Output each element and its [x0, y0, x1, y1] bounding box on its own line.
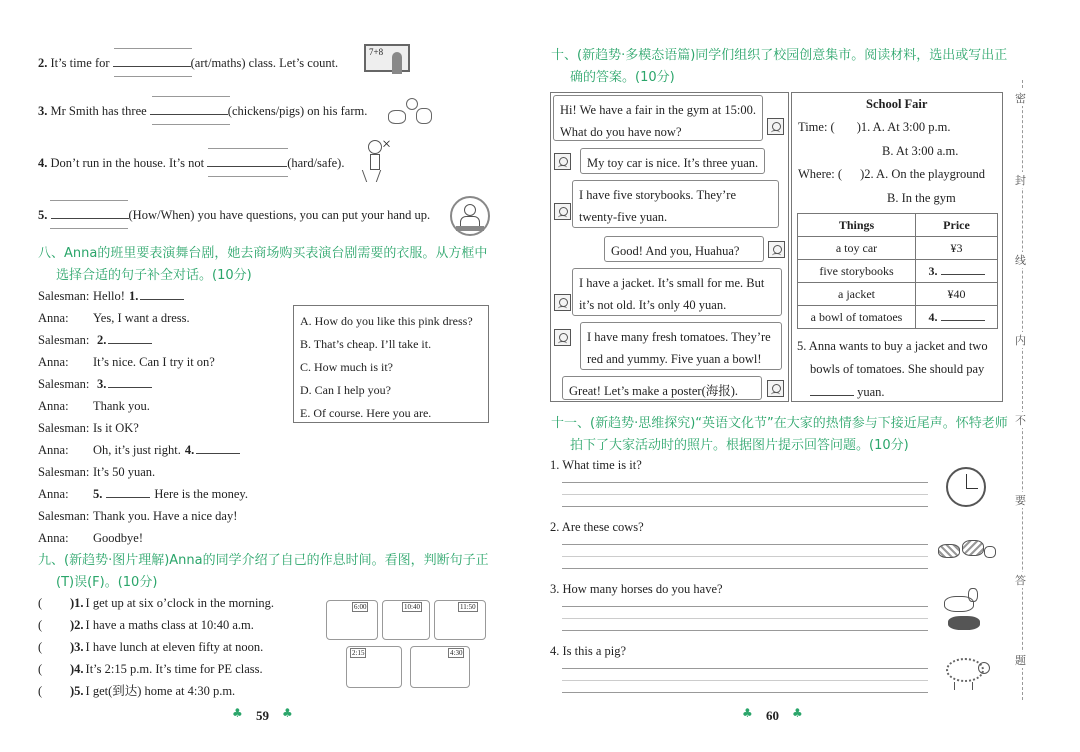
seal-line-char: 不	[1015, 414, 1026, 427]
answer-blank[interactable]	[113, 66, 191, 67]
speaker-label: Anna:	[38, 443, 69, 457]
clock-picture	[946, 467, 986, 507]
teacher-avatar-icon	[767, 118, 784, 135]
answer-paren[interactable]: (	[38, 596, 43, 610]
x-mark: ×	[382, 136, 392, 153]
seal-line-char: 封	[1015, 174, 1026, 187]
speaker-label: Salesman:	[38, 509, 90, 523]
daily-routine-picture	[326, 600, 486, 690]
item-text: I have a maths class at 10:40 a.m.	[85, 618, 254, 632]
q7-choice: (hard/safe).	[287, 156, 345, 170]
option-e: E. Of course. Here you are.	[300, 406, 432, 420]
chat-bubble-3: I have five storybooks. They’re twenty-five yuan.	[572, 180, 779, 228]
answer-blank[interactable]	[108, 387, 152, 388]
speaker-label: Anna:	[38, 531, 69, 545]
q7-post: on his farm.	[307, 104, 368, 118]
speaker-label: Anna:	[38, 487, 69, 501]
dialog-text: Here is the money.	[154, 487, 248, 501]
q7-post: you have questions, you can put your hand up.	[197, 208, 431, 222]
answer-paren[interactable]: (	[38, 684, 43, 698]
speaker-label: Anna:	[38, 311, 69, 325]
price-table-wrap	[797, 213, 998, 329]
item-number: )2.	[70, 618, 84, 632]
blackboard-text: 7+8	[369, 47, 384, 57]
q9-title-line1: 九、(新趋势·图片理解)Anna的同学介绍了自己的作息时间。看图，判断句子正	[38, 553, 489, 568]
q7-item-4	[38, 156, 378, 171]
table-cell: a jacket	[798, 283, 916, 306]
teacher-avatar-icon	[767, 380, 784, 397]
speaker-label: Anna:	[38, 355, 69, 369]
seal-line-char: 线	[1015, 254, 1026, 267]
q9-items	[38, 594, 328, 704]
fair-where-label: Where: ( )2. A. On the playground	[798, 167, 986, 181]
answer-line[interactable]	[562, 568, 928, 569]
item-number: )3.	[70, 640, 84, 654]
true-false-item	[38, 616, 328, 638]
fair-q2: )2. A. On the playground	[860, 167, 986, 181]
dialog-text: Yes, I want a dress.	[93, 311, 190, 325]
q7-item-2	[38, 56, 368, 71]
q9-title-line2: (T)误(F)。(10分)	[56, 575, 158, 590]
running-boy-picture	[360, 138, 400, 186]
blackboard-picture	[364, 44, 410, 78]
answer-line[interactable]	[562, 692, 928, 693]
q10-title-line1: 十、(新趋势·多模态语篇)同学们组织了校园创意集市。阅读材料，选出或写出正	[551, 48, 1008, 63]
answer-line[interactable]	[562, 482, 928, 483]
table-row	[798, 283, 998, 306]
q7-num: 2.	[38, 56, 48, 70]
q7-pre: Mr Smith has three	[50, 104, 147, 118]
blank-guide	[152, 96, 230, 97]
true-false-item	[38, 594, 328, 616]
q11-question-4: 4. Is this a pig?	[550, 644, 627, 658]
answer-line[interactable]	[562, 556, 928, 557]
item-text: I get up at six o’clock in the morning.	[85, 596, 275, 610]
answer-blank[interactable]	[140, 299, 184, 300]
table-header: Things	[798, 214, 916, 237]
cows-picture	[938, 536, 998, 562]
clock-label-4: 2:15	[352, 649, 365, 657]
blank-number: 5.	[93, 487, 103, 501]
fair-q1-b: B. At 3:00 a.m.	[882, 144, 959, 158]
fair-q5-line1: 5. Anna wants to buy a jacket and two	[797, 339, 988, 353]
table-row	[798, 306, 998, 329]
true-false-item	[38, 638, 328, 660]
dialog-text: Goodbye!	[93, 531, 143, 545]
teacher-avatar-icon	[768, 241, 785, 258]
q7-choice: (chickens/pigs)	[227, 104, 305, 118]
answer-blank[interactable]	[941, 320, 985, 321]
q8-title-line2: 选择合适的句子补全对话。(10分)	[56, 268, 252, 283]
dialog-line	[38, 287, 298, 309]
seal-line-char: 要	[1015, 494, 1026, 507]
sheep-picture	[944, 652, 992, 690]
q10-title-line2: 确的答案。(10分)	[570, 70, 675, 85]
table-cell: a bowl of tomatoes	[798, 306, 916, 329]
speaker-label: Salesman:	[38, 421, 90, 435]
q8-dialog	[38, 287, 298, 551]
q7-num: 3.	[38, 104, 48, 118]
dialog-text: It’s nice. Can I try it on?	[93, 355, 215, 369]
speaker-label: Anna:	[38, 399, 69, 413]
fair-q5-line3: yuan.	[810, 385, 885, 400]
answer-line[interactable]	[562, 668, 928, 669]
table-cell: 3.	[916, 260, 998, 283]
dialog-line	[38, 397, 298, 419]
q11-question-3: 3. How many horses do you have?	[550, 582, 723, 596]
answer-line[interactable]	[562, 618, 928, 619]
dialog-line	[38, 331, 298, 353]
answer-paren[interactable]: (	[38, 640, 43, 654]
item-number: )5.	[70, 684, 84, 698]
seal-line-char: 题	[1015, 654, 1026, 667]
item-text: I get(到达) home at 4:30 p.m.	[85, 684, 236, 698]
dialog-text: Thank you.	[93, 399, 150, 413]
item-number: )1.	[70, 596, 84, 610]
item-text: It’s 2:15 p.m. It’s time for PE class.	[85, 662, 263, 676]
q7-pre: Don’t run in the house. It’s not	[50, 156, 205, 170]
table-cell: a toy car	[798, 237, 916, 260]
table-header: Price	[916, 214, 998, 237]
answer-paren[interactable]: (	[38, 618, 43, 632]
item-text: I have lunch at eleven fifty at noon.	[85, 640, 264, 654]
dialog-line	[38, 485, 298, 507]
blank-guide	[50, 200, 128, 201]
table-cell: 4.	[916, 306, 998, 329]
q7-item-3	[38, 104, 418, 119]
answer-line[interactable]	[562, 606, 928, 607]
blank-guide	[114, 48, 192, 49]
dialog-line	[38, 375, 298, 397]
palm-decoration-icon: ♣	[742, 706, 753, 720]
chat-bubble-2: My toy car is nice. It’s three yuan.	[580, 148, 765, 174]
horses-picture	[938, 586, 988, 634]
page-number-left: 59	[256, 708, 269, 723]
table-cell: ¥3	[916, 237, 998, 260]
speaker-label: Salesman:	[38, 333, 90, 347]
option-c: C. How much is it?	[300, 360, 393, 374]
dialog-line	[38, 529, 298, 551]
q7-post: class. Let’s count.	[248, 56, 339, 70]
answer-blank[interactable]	[106, 497, 150, 498]
student-avatar-icon	[554, 203, 571, 220]
answer-line[interactable]	[562, 630, 928, 631]
answer-line[interactable]	[562, 544, 928, 545]
fair-time-label: Time: ( )1. A. At 3:00 p.m.	[798, 120, 951, 134]
student-avatar-icon	[554, 329, 571, 346]
dialog-text: It’s 50 yuan.	[93, 465, 156, 479]
true-false-item	[38, 682, 328, 704]
page-number-right: 60	[766, 708, 779, 723]
q11-question-2: 2. Are these cows?	[550, 520, 644, 534]
blank-number: 3.	[97, 377, 107, 391]
farm-animals-picture	[386, 92, 434, 128]
student-avatar-icon	[554, 153, 571, 170]
chat-bubble-7: Great! Let’s make a poster(海报).	[562, 376, 762, 400]
q11-title-line1: 十一、(新趋势·思维探究)“英语文化节”在大家的热情参与下接近尾声。怀特老师	[551, 416, 1008, 431]
dialog-line	[38, 463, 298, 485]
price-table	[797, 213, 998, 329]
hand-up-student-picture	[450, 196, 490, 236]
chat-bubble-1: Hi! We have a fair in the gym at 15:00. What do you have now?	[553, 95, 763, 141]
palm-decoration-icon: ♣	[282, 706, 293, 720]
chat-bubble-5: I have a jacket. It’s small for me. But it’s not old. It’s only 40 yuan.	[572, 268, 782, 316]
dialog-text: Oh, it’s just right.	[93, 443, 181, 457]
dialog-line	[38, 309, 298, 331]
student-avatar-icon	[554, 294, 571, 311]
answer-blank[interactable]	[207, 166, 287, 167]
dialog-line	[38, 419, 298, 441]
clock-label-3: 11:50	[460, 603, 476, 611]
seal-line-char: 内	[1015, 334, 1026, 347]
chat-bubble-6: I have many fresh tomatoes. They’re red and yummy. Five yuan a bowl!	[580, 322, 782, 370]
q7-item-5	[38, 208, 458, 223]
answer-blank[interactable]	[941, 274, 985, 275]
q7-num: 5.	[38, 208, 48, 222]
fair-q1: )1. A. At 3:00 p.m.	[856, 120, 951, 134]
q7-choice: (How/When)	[128, 208, 195, 222]
blank-guide	[50, 228, 128, 229]
dialog-line	[38, 353, 298, 375]
answer-paren[interactable]: (	[38, 662, 43, 676]
school-fair-title: School Fair	[866, 97, 928, 111]
q7-choice: (art/maths)	[190, 56, 246, 70]
speaker-label: Salesman:	[38, 465, 90, 479]
blank-guide	[114, 76, 192, 77]
q7-num: 4.	[38, 156, 48, 170]
option-b: B. That’s cheap. I’ll take it.	[300, 337, 432, 351]
answer-blank[interactable]	[810, 395, 854, 396]
answer-line[interactable]	[562, 494, 928, 495]
answer-line[interactable]	[562, 506, 928, 507]
item-number: )4.	[70, 662, 84, 676]
table-row	[798, 237, 998, 260]
blank-number: 2.	[97, 333, 107, 347]
blank-guide	[208, 148, 288, 149]
seal-line-char: 密	[1015, 92, 1026, 105]
option-d: D. Can I help you?	[300, 383, 391, 397]
dialog-text: Hello!	[93, 289, 125, 303]
q11-title-line2: 拍下了大家活动时的照片。根据图片提示回答问题。(10分)	[570, 438, 909, 453]
blank-guide	[152, 124, 230, 125]
palm-decoration-icon: ♣	[232, 706, 243, 720]
blank-guide	[208, 176, 288, 177]
table-cell: ¥40	[916, 283, 998, 306]
table-cell: five storybooks	[798, 260, 916, 283]
q11-question-1: 1. What time is it?	[550, 458, 642, 472]
true-false-item	[38, 660, 328, 682]
q7-pre: It’s time for	[50, 56, 110, 70]
answer-blank[interactable]	[108, 343, 152, 344]
palm-decoration-icon: ♣	[792, 706, 803, 720]
option-a: A. How do you like this pink dress?	[300, 314, 473, 328]
blank-number: 4.	[184, 443, 195, 457]
answer-blank[interactable]	[150, 114, 228, 115]
speaker-label: Salesman:	[38, 289, 90, 303]
blank-number: 1.	[128, 289, 139, 303]
clock-label-2: 10:40	[404, 603, 420, 611]
chat-bubble-4: Good! And you, Huahua?	[604, 236, 764, 262]
seal-line-char: 答	[1015, 574, 1026, 587]
answer-blank[interactable]	[51, 218, 129, 219]
fair-q5-line2: bowls of tomatoes. She should pay	[810, 362, 985, 376]
fair-q2-b: B. In the gym	[887, 191, 956, 205]
answer-blank[interactable]	[196, 453, 240, 454]
table-row	[798, 260, 998, 283]
dialog-text: Thank you. Have a nice day!	[93, 509, 238, 523]
clock-label-1: 6:00	[354, 603, 367, 611]
dialog-line	[38, 441, 298, 463]
q8-options-box	[293, 305, 489, 423]
speaker-label: Salesman:	[38, 377, 90, 391]
dialog-text: Is it OK?	[93, 421, 139, 435]
answer-line[interactable]	[562, 680, 928, 681]
dialog-line	[38, 507, 298, 529]
q8-title-line1: 八、Anna的班里要表演舞台剧，她去商场购买表演台剧需要的衣服。从方框中	[38, 246, 488, 261]
clock-label-5: 4:30	[450, 649, 463, 657]
